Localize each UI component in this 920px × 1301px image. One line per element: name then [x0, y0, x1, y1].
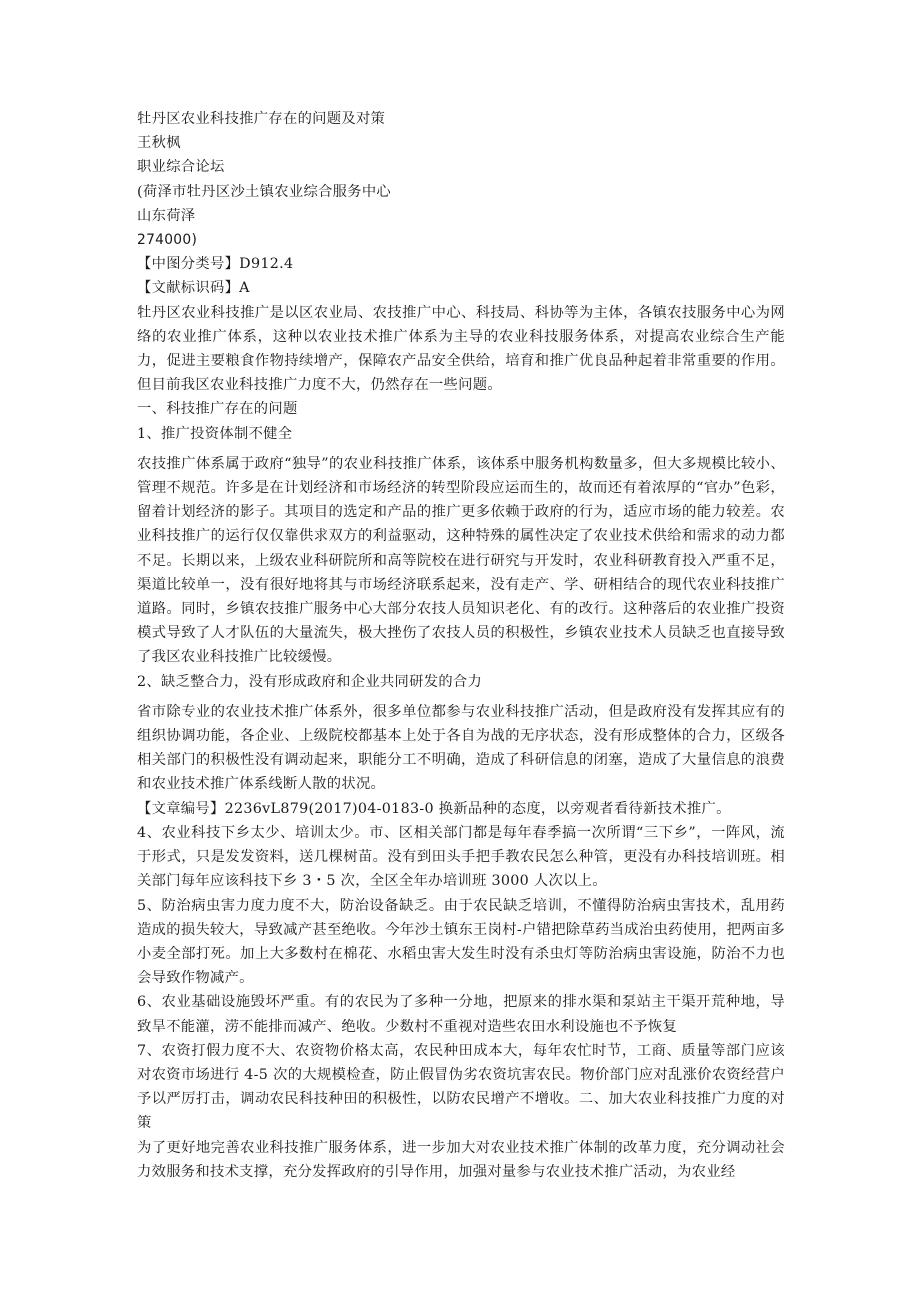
- item1-paragraph: 农技推广体系属于政府“独导”的农业科技推广体系，该体系中服务机构数量多，但大多规模比较小、管理不规范。许多是在计划经济和市场经济的转型阶段应运而生的，故而还有着浓厚的“官办”色彩，留着计划经济的影子。其项目的选定和产品的推广更多依赖于政府的行为，适应市场的能力较差。农业科技推广的运行仅仅靠供求双方的利益驱动，这种特殊的属性决定了农业技术供给和需求的动力都不足。长期以来，上级农业科研院所和高等院校在进行研究与开发时，农业科研教育投入严重不足，渠道比较单一，没有很好地将其与市场经济联系起来，没有走产、学、研相结合的现代农业科技推广道路。同时，乡镇农技推广服务中心大部分农技人员知识老化、有的改行。这种落后的农业推广投资模式导致了人才队伍的大量流失，极大挫伤了农技人员的积极性，乡镇农业技术人员缺乏也直接导致了我区农业科技推广比较缓慢。: [137, 455, 785, 666]
- author-name: 王秋枫: [137, 135, 181, 152]
- doc-code: 【文献标识码】A: [137, 280, 250, 297]
- section1-heading: 一、科技推广存在的问题: [137, 401, 298, 418]
- article-title: 牡丹区农业科技推广存在的问题及对策: [137, 111, 386, 127]
- province: 山东荷泽: [137, 207, 196, 224]
- item5-paragraph: 5、防治病虫害力度力度不大，防治设备缺乏。由于农民缺乏培训，不懂得防治病虫害技术，乱用药造成的损失较大，导致减产甚至绝收。今年沙土镇东王岗村-户错把除草药当成治虫药使用，把两亩多小麦全部打死。加上大多数村在棉花、水稻虫害大发生时没有杀虫灯等防治病虫害设施，防治不力也会导致作物减产。: [137, 897, 785, 987]
- postcode: 274000): [137, 232, 198, 249]
- item1-heading: 1、推广投资体制不健全: [137, 425, 293, 442]
- affiliation: (荷泽市牡丹区沙土镇农业综合服务中心: [137, 183, 392, 200]
- clc-number: 【中图分类号】D912.4: [137, 256, 294, 273]
- item7-paragraph: 7、农资打假力度不大、农资物价格太高，农民种田成本大，每年农忙时节，工商、质量等部门应该对农资市场进行 4-5 次的大规模检查，防止假冒伪劣农资坑害农民。物价部门应对乱涨价农资经营户予以严厉打击，调动农民科技种田的积极性，以防农民增产不增收。二、加大农业科技推广力度的对策: [137, 1042, 785, 1132]
- document-page: [137, 107, 785, 1184]
- article-number: 【文章编号】2236vL879(2017)04-0183-0 换新品种的态度，以旁观者看待新技术推广。: [137, 800, 731, 817]
- item6-paragraph: 6、农业基础设施毁坏严重。有的农民为了多种一分地，把原来的排水渠和泵站主干渠开荒种地，导致旱不能灌，涝不能排而减产、绝收。少数村不重视对造些农田水利设施也不予恢复: [137, 994, 785, 1035]
- item2-paragraph: 省市除专业的农业技术推广体系外，很多单位都参与农业科技推广活动，但是政府没有发挥其应有的组织协调功能，各企业、上级院校都基本上处于各自为战的无序状态，没有形成整体的合力，区级各相关部门的积极性没有调动起来，职能分工不明确，造成了科研信息的闭塞，造成了大量信息的浪费和农业技术推广体系线断人散的状况。: [137, 703, 785, 793]
- final-paragraph: 为了更好地完善农业科技推广服务体系，进一步加大对农业技术推广体制的改革力度，充分调动社会力效服务和技术支撑，充分发挥政府的引导作用，加强对量参与农业技术推广活动，为农业经: [137, 1139, 785, 1180]
- intro-paragraph: 牡丹区农业科技推广是以区农业局、农技推广中心、科技局、科协等为主体，各镇农技服务中心为网络的农业推广体系，这种以农业技术推广体系为主导的农业科技服务体系，对提高农业综合生产能力，促进主要粮食作物持续增产，保障农产品安全供给，培育和推广优良品种起着非常重要的作用。但目前我区农业科技推广力度不大，仍然存在一些问题。: [137, 304, 785, 394]
- item4-paragraph: 4、农业科技下乡太少、培训太少。市、区相关部门都是每年春季搞一次所谓“三下乡”，一阵风，流于形式，只是发发资料，送几棵树苗。没有到田头手把手教农民怎么种管，更没有办科技培训班。相关部门每年应该科技下乡 3・5 次，全区全年办培训班 3000 人次以上。: [137, 824, 785, 890]
- item2-heading: 2、缺乏整合力，没有形成政府和企业共同研发的合力: [137, 673, 483, 690]
- journal-name: 职业综合论坛: [137, 159, 225, 176]
